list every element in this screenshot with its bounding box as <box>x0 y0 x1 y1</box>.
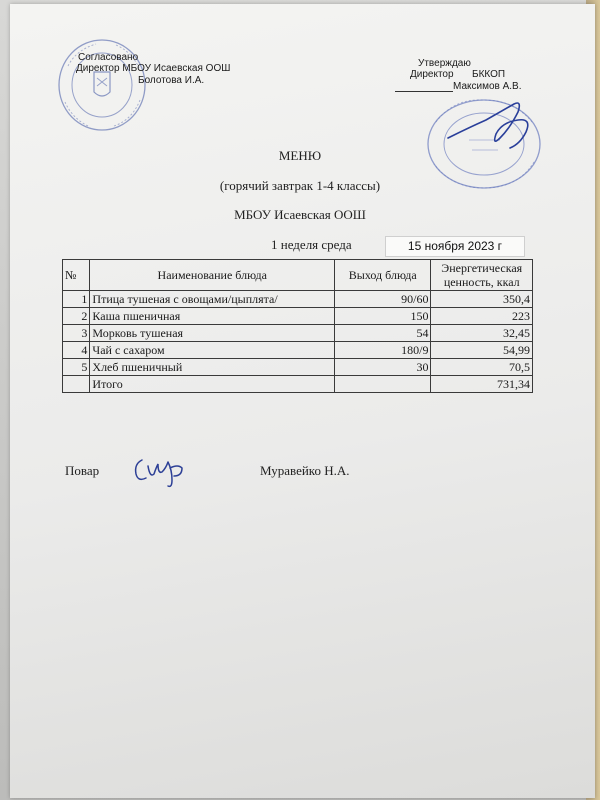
approval-right-line3: Максимов А.В. <box>453 81 522 92</box>
cook-signature <box>128 448 190 492</box>
date-label: 15 ноября 2023 г <box>385 236 525 257</box>
table-row <box>63 342 533 359</box>
row-energy: 32,45 <box>431 325 533 342</box>
row-portion: 90/60 <box>335 291 431 308</box>
row-dish-name: Хлеб пшеничный <box>90 359 335 376</box>
row-portion: 30 <box>335 359 431 376</box>
approval-left-line2: Директор МБОУ Исаевская ООШ <box>76 63 231 74</box>
total-energy: 731,34 <box>431 376 533 393</box>
table-row <box>63 359 533 376</box>
table-header-row <box>63 260 533 291</box>
row-energy: 70,5 <box>431 359 533 376</box>
menu-title: МЕНЮ <box>278 148 322 163</box>
row-energy: 223 <box>431 308 533 325</box>
row-dish-name: Чай с сахаром <box>90 342 335 359</box>
table-row <box>63 325 533 342</box>
menu-subtitle: (горячий завтрак 1-4 классы) <box>219 178 381 193</box>
approval-right-line2b: БККОП <box>472 69 506 80</box>
header-energy: Энергетическая ценность, ккал <box>431 260 533 291</box>
table-total-row <box>63 376 533 393</box>
left-stamp-seal <box>56 36 148 134</box>
approval-right-line2: Директор <box>410 69 454 80</box>
row-dish-name: Морковь тушеная <box>90 325 335 342</box>
row-portion: 54 <box>335 325 431 342</box>
row-num: 4 <box>63 342 90 359</box>
total-label: Итого <box>90 376 335 393</box>
approval-right-line1: Утверждаю <box>418 58 471 69</box>
header-portion: Выход блюда <box>335 260 431 291</box>
cook-name: Муравейко Н.А. <box>260 463 350 478</box>
school-name: МБОУ Исаевская ООШ <box>234 207 366 222</box>
row-portion: 180/9 <box>335 342 431 359</box>
cook-label: Повар <box>65 463 100 478</box>
week-day: 1 неделя среда <box>271 237 352 252</box>
row-portion: 150 <box>335 308 431 325</box>
menu-table <box>62 259 533 393</box>
header-num: № <box>63 260 90 291</box>
row-dish-name: Птица тушеная с овощами/цыплята/ <box>90 291 335 308</box>
row-energy: 54,99 <box>431 342 533 359</box>
approval-left-line3: Болотова И.А. <box>138 75 205 86</box>
approval-left-line1: Согласовано <box>78 52 139 63</box>
table-row <box>63 291 533 308</box>
table-row <box>63 308 533 325</box>
row-energy: 350,4 <box>431 291 533 308</box>
row-num: 3 <box>63 325 90 342</box>
total-num-empty <box>63 376 90 393</box>
total-portion-empty <box>335 376 431 393</box>
header-dish-name: Наименование блюда <box>90 260 335 291</box>
row-num: 5 <box>63 359 90 376</box>
row-dish-name: Каша пшеничная <box>90 308 335 325</box>
row-num: 1 <box>63 291 90 308</box>
row-num: 2 <box>63 308 90 325</box>
